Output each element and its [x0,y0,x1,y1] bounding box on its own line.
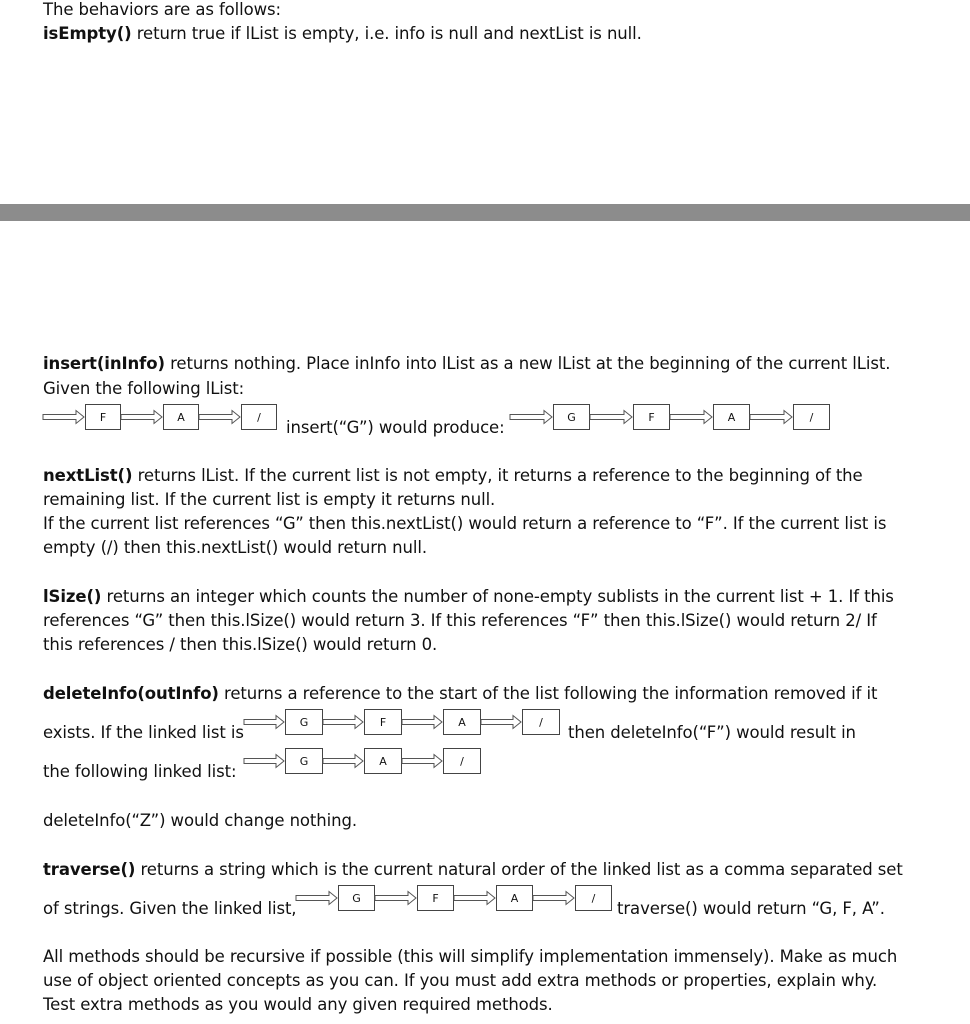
list-node: F [364,709,402,735]
nextlist-line-1-text: returns lList. If the current list is not empty, it returns a reference to the beginning of the [132,466,863,485]
list-arrow-icon [323,754,364,768]
deleteinfo-line-2a: exists. If the linked list is [43,723,244,742]
list-node: A [163,404,199,430]
list-node: G [338,885,375,911]
list-arrow-icon [402,715,443,729]
list-arrow-icon [43,410,85,424]
nextlist-line-3: If the current list references “G” then this.nextList() would return a reference to “F”. If the current list is [43,514,887,533]
list-arrow-icon [121,410,163,424]
traverse-line-1-text: returns a string which is the current natural order of the linked list as a comma separated set [135,860,903,879]
list-node: F [417,885,454,911]
closing-line-1: All methods should be recursive if possible (this will simplify implementation immensely). Make as much [43,947,898,966]
list-node: / [522,709,560,735]
list-arrow-icon [244,715,285,729]
list-arrow-icon [590,410,633,424]
insert-given: Given the following lList: [43,379,245,398]
deleteinfo-line-3: the following linked list: [43,762,237,781]
list-node: G [553,404,590,430]
list-node: A [713,404,750,430]
isempty-description [43,22,642,46]
lsize-line-3: this references / then this.lSize() would return 0. [43,635,438,654]
nextlist-line-2: remaining list. If the current list is empty it returns null. [43,490,496,509]
list-arrow-icon [244,754,285,768]
closing-line-2: use of object oriented concepts as you can. If you must add extra methods or properties, explain why. [43,971,878,990]
insert-text: returns nothing. Place inInfo into lList as a new lList at the beginning of the current lList. [164,354,891,373]
traverse-method-name: traverse() [43,860,136,879]
list-arrow-icon [454,891,496,905]
traverse-line-2a: of strings. Given the linked list, [43,899,297,918]
lsize-line-1 [43,585,894,609]
list-arrow-icon [323,715,364,729]
list-node: G [285,709,323,735]
list-arrow-icon [533,891,575,905]
traverse-line-1 [43,858,903,882]
insert-mid-text: insert(“G”) would produce: [286,418,505,437]
list-node: / [793,404,830,430]
deleteinfo-method-name: deleteInfo(outInfo) [43,684,219,703]
list-node: F [85,404,121,430]
nextlist-line-4: empty (/) then this.nextList() would return null. [43,538,427,557]
list-node: A [364,748,402,774]
list-node: G [285,748,323,774]
nextlist-line-1 [43,464,863,488]
deleteinfo-line-1-text: returns a reference to the start of the list following the information removed if it [218,684,878,703]
list-arrow-icon [670,410,713,424]
isempty-text: return true if lList is empty, i.e. info is null and nextList is null. [131,24,642,43]
deleteinfo-nochange: deleteInfo(“Z”) would change nothing. [43,811,358,830]
lsize-line-2: references “G” then this.lSize() would return 3. If this references “F” then this.lSize() would return 2/ If [43,611,877,630]
list-arrow-icon [481,715,522,729]
lsize-method-name: lSize() [43,587,102,606]
lsize-line-1-text: returns an integer which counts the number of none-empty sublists in the current list + 1. If this [101,587,894,606]
list-node: A [496,885,533,911]
list-node: A [443,709,481,735]
list-arrow-icon [296,891,338,905]
insert-method-name: insert(inInfo) [43,354,165,373]
deleteinfo-line-2b: then deleteInfo(“F”) would result in [568,723,856,742]
list-node: / [575,885,612,911]
list-arrow-icon [199,410,241,424]
intro-heading: The behaviors are as follows: [43,0,281,19]
list-node: F [633,404,670,430]
closing-line-3: Test extra methods as you would any given required methods. [43,995,553,1014]
deleteinfo-line-1 [43,682,877,706]
page-break-divider [0,204,970,221]
traverse-line-2b: traverse() would return “G, F, A”. [617,899,885,918]
list-arrow-icon [510,410,553,424]
list-arrow-icon [402,754,443,768]
isempty-method-name: isEmpty() [43,24,132,43]
list-node: / [443,748,481,774]
list-node: / [241,404,277,430]
list-arrow-icon [750,410,793,424]
insert-description [43,352,890,376]
nextlist-method-name: nextList() [43,466,133,485]
list-arrow-icon [375,891,417,905]
